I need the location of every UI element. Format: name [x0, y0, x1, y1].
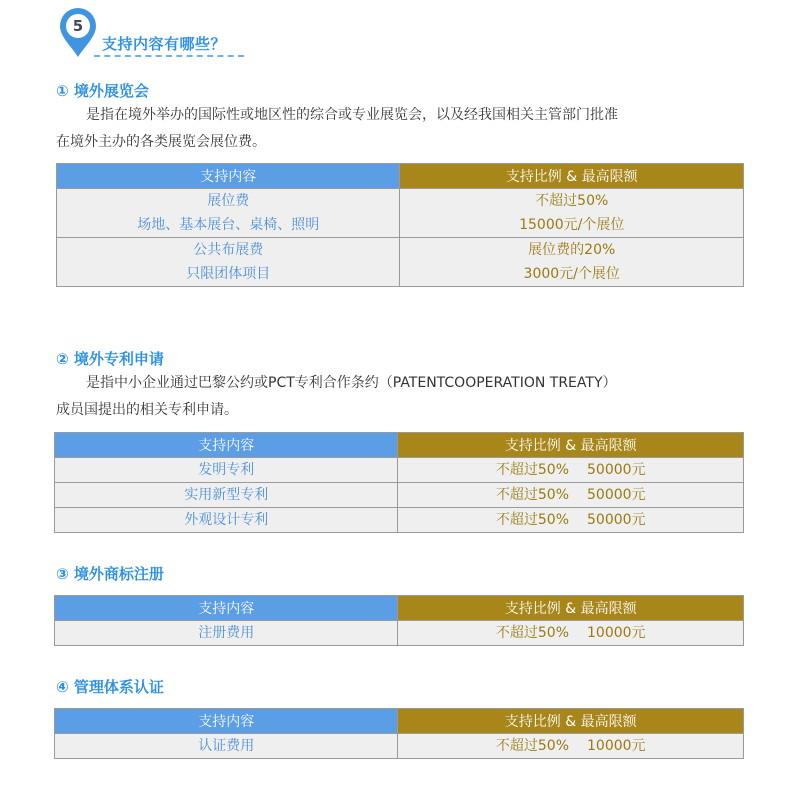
table-row: [55, 483, 744, 508]
content-detail: 只限团体项目: [186, 266, 271, 282]
section-2-desc-line-2: 成员国提出的相关专利申请。: [56, 402, 238, 418]
section-4-heading: ④ 管理体系认证: [56, 678, 164, 696]
badge-number: 5: [72, 17, 84, 35]
row-content-cell: 实用新型专利: [55, 483, 398, 508]
row-support-cell: [400, 189, 744, 238]
section-2-description: [56, 370, 756, 424]
row-support-cell: [398, 508, 744, 533]
table-header-row: [55, 433, 744, 458]
support-limit: 50000元: [587, 462, 646, 478]
support-ratio: 不超过50%: [535, 193, 609, 209]
row-content-cell: 认证费用: [55, 734, 398, 759]
row-content-cell: 外观设计专利: [55, 508, 398, 533]
support-limit: 50000元: [587, 512, 646, 528]
section-2-heading: ② 境外专利申请: [56, 350, 164, 368]
step-badge: [58, 7, 98, 59]
support-ratio: 不超过50%: [495, 512, 569, 528]
support-limit: 15000元/个展位: [519, 217, 625, 233]
row-support-cell: [400, 238, 744, 287]
row-support-cell: [398, 458, 744, 483]
support-limit: 10000元: [587, 625, 646, 641]
table-row: [57, 189, 744, 238]
section-4-table: [54, 708, 744, 759]
section-1-heading: ① 境外展览会: [56, 82, 149, 100]
table-row: [55, 621, 744, 646]
table-row: [55, 508, 744, 533]
table-row: [57, 238, 744, 287]
section-2-desc-line-1: 是指中小企业通过巴黎公约或PCT专利合作条约（PATENTCOOPERATION TREATY）: [86, 375, 617, 391]
content-main: 展位费: [207, 193, 250, 209]
section-3-table: [54, 595, 744, 646]
table-header-row: [57, 164, 744, 189]
row-support-cell: [398, 483, 744, 508]
section-1-description: [56, 102, 756, 156]
column-header-support: 支持比例 & 最高限额: [398, 433, 744, 458]
support-ratio: 不超过50%: [495, 625, 569, 641]
section-1-desc-line-1: 是指在境外举办的国际性或地区性的综合或专业展览会，以及经我国相关主管部门批准: [86, 107, 618, 123]
content-main: 公共布展费: [193, 242, 264, 258]
table-header-row: [55, 709, 744, 734]
content-detail: 场地、基本展台、桌椅、照明: [137, 217, 320, 233]
row-content-cell: [57, 189, 400, 238]
column-header-support: 支持比例 & 最高限额: [400, 164, 744, 189]
support-ratio: 不超过50%: [495, 462, 569, 478]
row-support-cell: [398, 621, 744, 646]
page-title: 支持内容有哪些？: [102, 35, 227, 53]
row-content-cell: 发明专利: [55, 458, 398, 483]
section-3-heading: ③ 境外商标注册: [56, 565, 164, 583]
table-row: [55, 734, 744, 759]
column-header-content: 支持内容: [55, 433, 398, 458]
section-2-table: [54, 432, 744, 533]
column-header-content: 支持内容: [55, 709, 398, 734]
table-row: [55, 458, 744, 483]
row-support-cell: [398, 734, 744, 759]
section-1-desc-line-2: 在境外主办的各类展览会展位费。: [56, 134, 266, 150]
column-header-support: 支持比例 & 最高限额: [398, 596, 744, 621]
support-ratio: 不超过50%: [495, 487, 569, 503]
section-1-table: [56, 163, 744, 287]
row-content-cell: [57, 238, 400, 287]
title-underline: [94, 55, 244, 57]
column-header-content: 支持内容: [57, 164, 400, 189]
support-limit: 10000元: [587, 738, 646, 754]
column-header-support: 支持比例 & 最高限额: [398, 709, 744, 734]
row-content-cell: 注册费用: [55, 621, 398, 646]
column-header-content: 支持内容: [55, 596, 398, 621]
support-limit: 50000元: [587, 487, 646, 503]
support-limit: 3000元/个展位: [523, 266, 620, 282]
support-ratio: 不超过50%: [495, 738, 569, 754]
support-ratio: 展位费的20%: [528, 242, 616, 258]
table-header-row: [55, 596, 744, 621]
